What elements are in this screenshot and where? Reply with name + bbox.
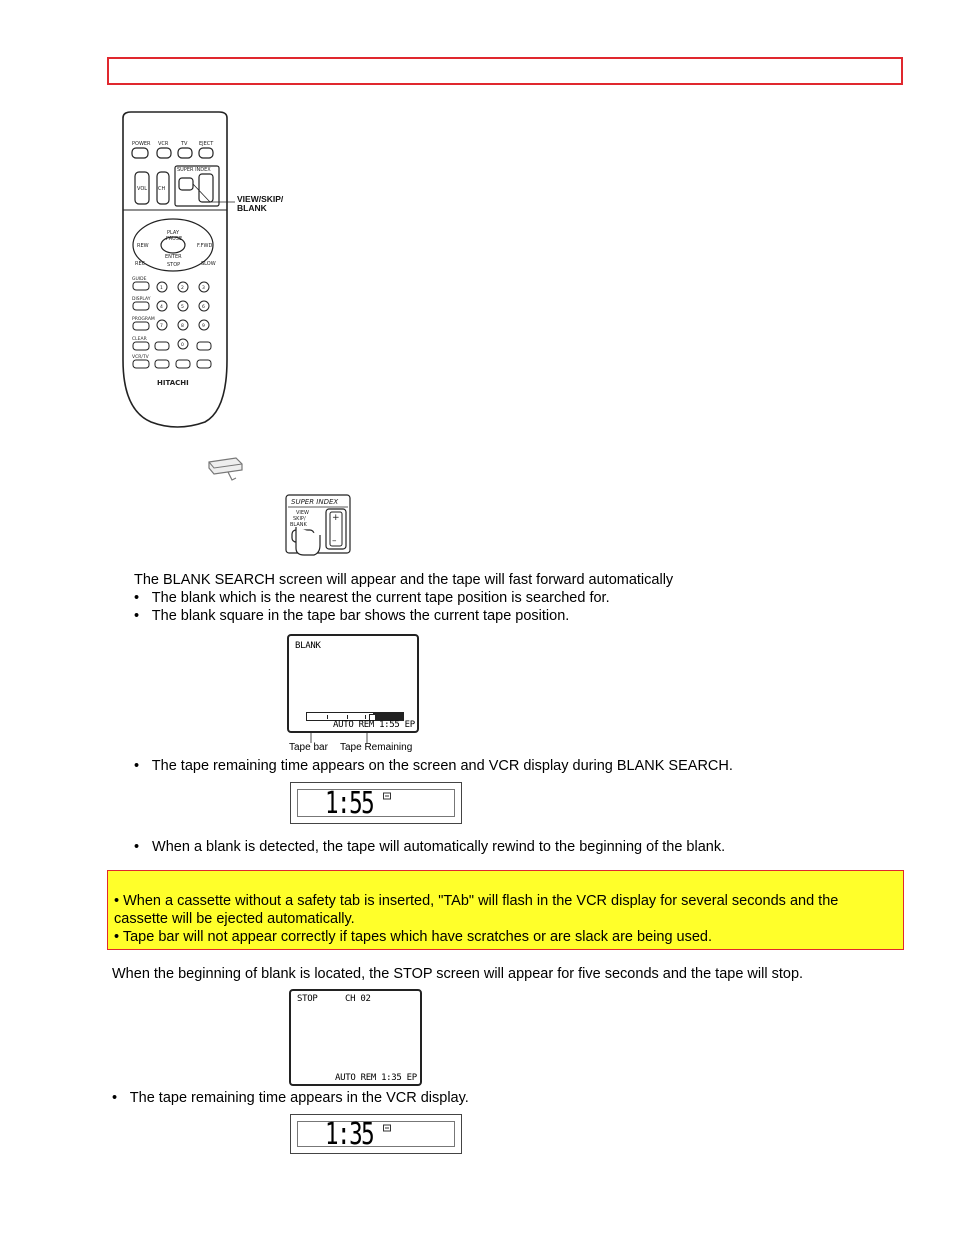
remote-power-label: POWER: [132, 141, 151, 147]
svg-text:0: 0: [181, 343, 184, 348]
blank-screen-title: BLANK: [295, 641, 321, 651]
svg-text:TV: TV: [181, 141, 188, 147]
callout-label-line1: VIEW/SKIP/: [237, 194, 284, 204]
stop-screen: [289, 989, 422, 1086]
note-line-2: cassette will be ejected automatically.: [114, 911, 355, 927]
svg-text:9: 9: [202, 324, 205, 329]
vcr-icon: [206, 452, 246, 484]
svg-text:SKIP/: SKIP/: [293, 516, 306, 522]
vcr-display-1-time: 1:55: [325, 786, 374, 821]
bullet-remaining-time: • The tape remaining time appears on the screen and VCR display during BLANK SEARCH.: [134, 757, 733, 775]
svg-text:2: 2: [181, 286, 184, 291]
svg-text:PROGRAM: PROGRAM: [132, 317, 155, 322]
svg-text:8: 8: [181, 324, 184, 329]
svg-text:3: 3: [202, 286, 205, 291]
minus-label: –: [332, 536, 337, 546]
note-line-3: • Tape bar will not appear correctly if tapes which have scratches or are slack are being used.: [114, 929, 713, 945]
plus-label: +: [332, 513, 340, 523]
svg-text:BLANK: BLANK: [290, 522, 307, 528]
svg-text:VCR/TV: VCR/TV: [132, 355, 149, 360]
svg-text:EJECT: EJECT: [199, 141, 214, 147]
vcr-display-1: [290, 782, 462, 824]
bullet-vcr-display: • The tape remaining time appears in the VCR display.: [112, 1089, 469, 1107]
svg-text:GUIDE: GUIDE: [132, 277, 147, 282]
svg-text:VOL: VOL: [137, 186, 148, 192]
blank-screen-status: AUTO REM 1:55 EP: [333, 720, 415, 730]
note-line-1: • When a cassette without a safety tab is inserted, "TAb" will flash in the VCR display for several seconds and the: [114, 893, 839, 909]
svg-text:STOP: STOP: [167, 262, 181, 268]
bullet-nearest-blank: • The blank which is the nearest the current tape position is searched for.: [134, 589, 610, 607]
stop-screen-status: AUTO REM 1:35 EP: [335, 1073, 417, 1083]
remote-control-illustration: [115, 110, 305, 430]
super-index-button-illustration: [284, 493, 354, 559]
svg-text:SLOW: SLOW: [201, 261, 216, 267]
svg-text:ENTER: ENTER: [165, 254, 182, 260]
remote-brand: HITACHI: [157, 379, 189, 387]
stop-text: When the beginning of blank is located, the STOP screen will appear for five seconds and the tape will stop.: [112, 966, 804, 982]
svg-text:CLEAR: CLEAR: [132, 337, 147, 342]
svg-text:REC: REC: [135, 261, 146, 267]
svg-text:SUPER INDEX: SUPER INDEX: [177, 167, 211, 173]
tape-remaining-fill: [373, 713, 403, 720]
header-box: [107, 57, 903, 85]
svg-text:4: 4: [160, 305, 163, 310]
svg-text:CH: CH: [158, 186, 166, 192]
stop-screen-channel: CH 02: [345, 994, 371, 1004]
svg-text:7: 7: [160, 324, 163, 329]
cassette-icon: [383, 792, 391, 800]
svg-text:VIEW: VIEW: [296, 510, 309, 516]
bullet-blank-detected: • When a blank is detected, the tape will automatically rewind to the beginning of the blank.: [134, 838, 725, 856]
vcr-display-2-time: 1:35: [325, 1117, 374, 1152]
intro-text: The BLANK SEARCH screen will appear and the tape will fast forward automatically: [134, 572, 674, 588]
svg-text:VCR: VCR: [158, 141, 169, 147]
cassette-icon: [383, 1124, 391, 1132]
svg-text:5: 5: [181, 305, 184, 310]
svg-text:6: 6: [202, 305, 205, 310]
bullet-blank-square: • The blank square in the tape bar shows the current tape position.: [134, 607, 569, 625]
tape-bar-label: Tape bar: [289, 742, 328, 753]
tape-remaining-label: Tape Remaining: [340, 742, 413, 753]
svg-text:1: 1: [160, 286, 163, 291]
callout-label-line2: BLANK: [237, 203, 267, 213]
svg-text:PAUSE: PAUSE: [166, 236, 183, 242]
svg-text:REW: REW: [137, 243, 149, 249]
svg-text:PLAY: PLAY: [167, 230, 180, 236]
svg-text:F.FWD: F.FWD: [197, 243, 213, 249]
vcr-display-2: [290, 1114, 462, 1154]
note-box: [107, 870, 904, 950]
blank-search-screen: [287, 634, 419, 733]
stop-screen-title: STOP: [297, 994, 318, 1004]
svg-text:DISPLAY: DISPLAY: [132, 297, 151, 302]
super-index-title: SUPER INDEX: [291, 498, 339, 506]
